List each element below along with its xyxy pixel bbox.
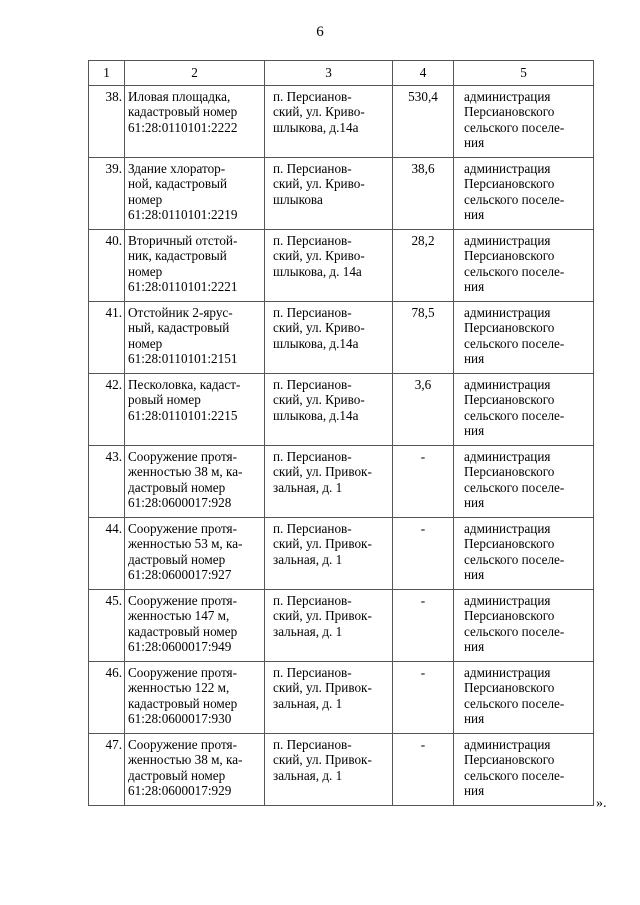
object-address: п. Персианов- ский, ул. Криво- шлыкова (273, 161, 365, 207)
row-number-cell (89, 590, 125, 662)
object-area-cell (393, 734, 454, 806)
object-area: - (420, 737, 426, 752)
object-name: Сооружение протя- женностью 53 м, ка- дастровый номер 61:28:0600017:927 (128, 521, 243, 583)
object-name: Вторичный отстой- ник, кадастровый номер 61:28:0110101:2221 (128, 233, 238, 295)
object-name: Здание хлоратор- ной, кадастровый номер 61:28:0110101:2219 (128, 161, 238, 223)
object-name-cell (125, 86, 265, 158)
object-area-cell (393, 374, 454, 446)
table-row (89, 662, 594, 734)
object-area-cell (393, 518, 454, 590)
object-address: п. Персианов- ский, ул. Привок- зальная, д. 1 (273, 593, 372, 639)
object-owner: администрация Персиановского сельского поселе- ния (464, 377, 565, 439)
row-number: 45. (105, 593, 122, 608)
row-number-cell (89, 86, 125, 158)
column-header: 2 (125, 61, 265, 86)
row-number-cell (89, 518, 125, 590)
row-number-cell (89, 734, 125, 806)
object-address: п. Персианов- ский, ул. Привок- зальная, д. 1 (273, 521, 372, 567)
row-number: 43. (105, 449, 122, 464)
object-owner-cell (454, 158, 594, 230)
object-owner: администрация Персиановского сельского поселе- ния (464, 233, 565, 295)
object-address-cell (265, 734, 393, 806)
row-number: 46. (105, 665, 122, 680)
object-area-cell (393, 158, 454, 230)
object-area-cell (393, 230, 454, 302)
row-number: 39. (105, 161, 122, 176)
object-area-cell (393, 302, 454, 374)
object-area: - (420, 593, 426, 608)
row-number-cell (89, 302, 125, 374)
object-address-cell (265, 446, 393, 518)
column-header: 5 (454, 61, 594, 86)
row-number: 42. (105, 377, 122, 392)
row-number-cell (89, 662, 125, 734)
object-address: п. Персианов- ский, ул. Криво- шлыкова, д.14а (273, 89, 365, 135)
table-row (89, 446, 594, 518)
object-area: 3,6 (414, 377, 432, 392)
object-area-cell (393, 446, 454, 518)
object-name-cell (125, 230, 265, 302)
object-owner-cell (454, 734, 594, 806)
object-address-cell (265, 158, 393, 230)
object-name: Отстойник 2-ярус- ный, кадастровый номер 61:28:0110101:2151 (128, 305, 238, 367)
object-name-cell (125, 590, 265, 662)
object-area-cell (393, 86, 454, 158)
property-table (88, 60, 594, 806)
object-owner-cell (454, 230, 594, 302)
object-area: 28,2 (411, 233, 435, 248)
object-address-cell (265, 662, 393, 734)
object-area: 38,6 (411, 161, 435, 176)
object-name-cell (125, 662, 265, 734)
table-row (89, 302, 594, 374)
table-row (89, 590, 594, 662)
object-address: п. Персианов- ский, ул. Привок- зальная, д. 1 (273, 665, 372, 711)
row-number: 44. (105, 521, 122, 536)
object-address: п. Персианов- ский, ул. Привок- зальная, д. 1 (273, 737, 372, 783)
row-number-cell (89, 230, 125, 302)
page-number: 6 (316, 24, 324, 40)
object-owner-cell (454, 518, 594, 590)
object-owner: администрация Персиановского сельского поселе- ния (464, 305, 565, 367)
row-number: 38. (105, 89, 122, 104)
object-name-cell (125, 302, 265, 374)
object-name: Сооружение протя- женностью 147 м, кадастровый номер 61:28:0600017:949 (128, 593, 238, 655)
row-number-cell (89, 446, 125, 518)
column-header: 3 (265, 61, 393, 86)
object-owner-cell (454, 86, 594, 158)
object-address-cell (265, 230, 393, 302)
object-address-cell (265, 590, 393, 662)
object-owner-cell (454, 374, 594, 446)
object-address: п. Персианов- ский, ул. Криво- шлыкова, д. 14а (273, 233, 365, 279)
object-area: - (420, 521, 426, 536)
object-owner-cell (454, 662, 594, 734)
object-owner-cell (454, 302, 594, 374)
row-number-cell (89, 158, 125, 230)
row-number-cell (89, 374, 125, 446)
object-name: Сооружение протя- женностью 38 м, ка- дастровый номер 61:28:0600017:929 (128, 737, 243, 799)
object-name-cell (125, 734, 265, 806)
table-header-row (89, 61, 594, 86)
object-address: п. Персианов- ский, ул. Криво- шлыкова, д.14а (273, 305, 365, 351)
object-owner-cell (454, 446, 594, 518)
object-address: п. Персианов- ский, ул. Криво- шлыкова, д.14а (273, 377, 365, 423)
row-number: 40. (105, 233, 122, 248)
table-row (89, 734, 594, 806)
object-area: - (420, 449, 426, 464)
object-address-cell (265, 86, 393, 158)
object-name-cell (125, 158, 265, 230)
object-owner: администрация Персиановского сельского поселе- ния (464, 593, 565, 655)
object-name: Сооружение протя- женностью 122 м, кадастровый номер 61:28:0600017:930 (128, 665, 238, 727)
object-area-cell (393, 590, 454, 662)
closing-quote: ». (596, 796, 607, 811)
column-header: 4 (393, 61, 454, 86)
object-area-cell (393, 662, 454, 734)
row-number: 47. (105, 737, 122, 752)
column-header: 1 (89, 61, 125, 86)
object-owner: администрация Персиановского сельского поселе- ния (464, 737, 565, 799)
object-owner: администрация Персиановского сельского поселе- ния (464, 521, 565, 583)
object-name-cell (125, 374, 265, 446)
object-address-cell (265, 374, 393, 446)
table-row (89, 230, 594, 302)
object-name: Иловая площадка, кадастровый номер 61:28:0110101:2222 (128, 89, 238, 135)
object-name: Сооружение протя- женностью 38 м, ка- дастровый номер 61:28:0600017:928 (128, 449, 243, 511)
table-row (89, 158, 594, 230)
object-owner: администрация Персиановского сельского поселе- ния (464, 665, 565, 727)
object-area: 78,5 (411, 305, 435, 320)
object-owner: администрация Персиановского сельского поселе- ния (464, 89, 565, 151)
object-owner: администрация Персиановского сельского поселе- ния (464, 449, 565, 511)
table-row (89, 518, 594, 590)
object-owner-cell (454, 590, 594, 662)
object-name-cell (125, 446, 265, 518)
object-address: п. Персианов- ский, ул. Привок- зальная, д. 1 (273, 449, 372, 495)
table-row (89, 374, 594, 446)
object-area: 530,4 (408, 89, 438, 104)
object-area: - (420, 665, 426, 680)
object-address-cell (265, 518, 393, 590)
object-name: Песколовка, кадаст- ровый номер 61:28:0110101:2215 (128, 377, 241, 423)
row-number: 41. (105, 305, 122, 320)
object-name-cell (125, 518, 265, 590)
object-address-cell (265, 302, 393, 374)
table-row (89, 86, 594, 158)
object-owner: администрация Персиановского сельского поселе- ния (464, 161, 565, 223)
